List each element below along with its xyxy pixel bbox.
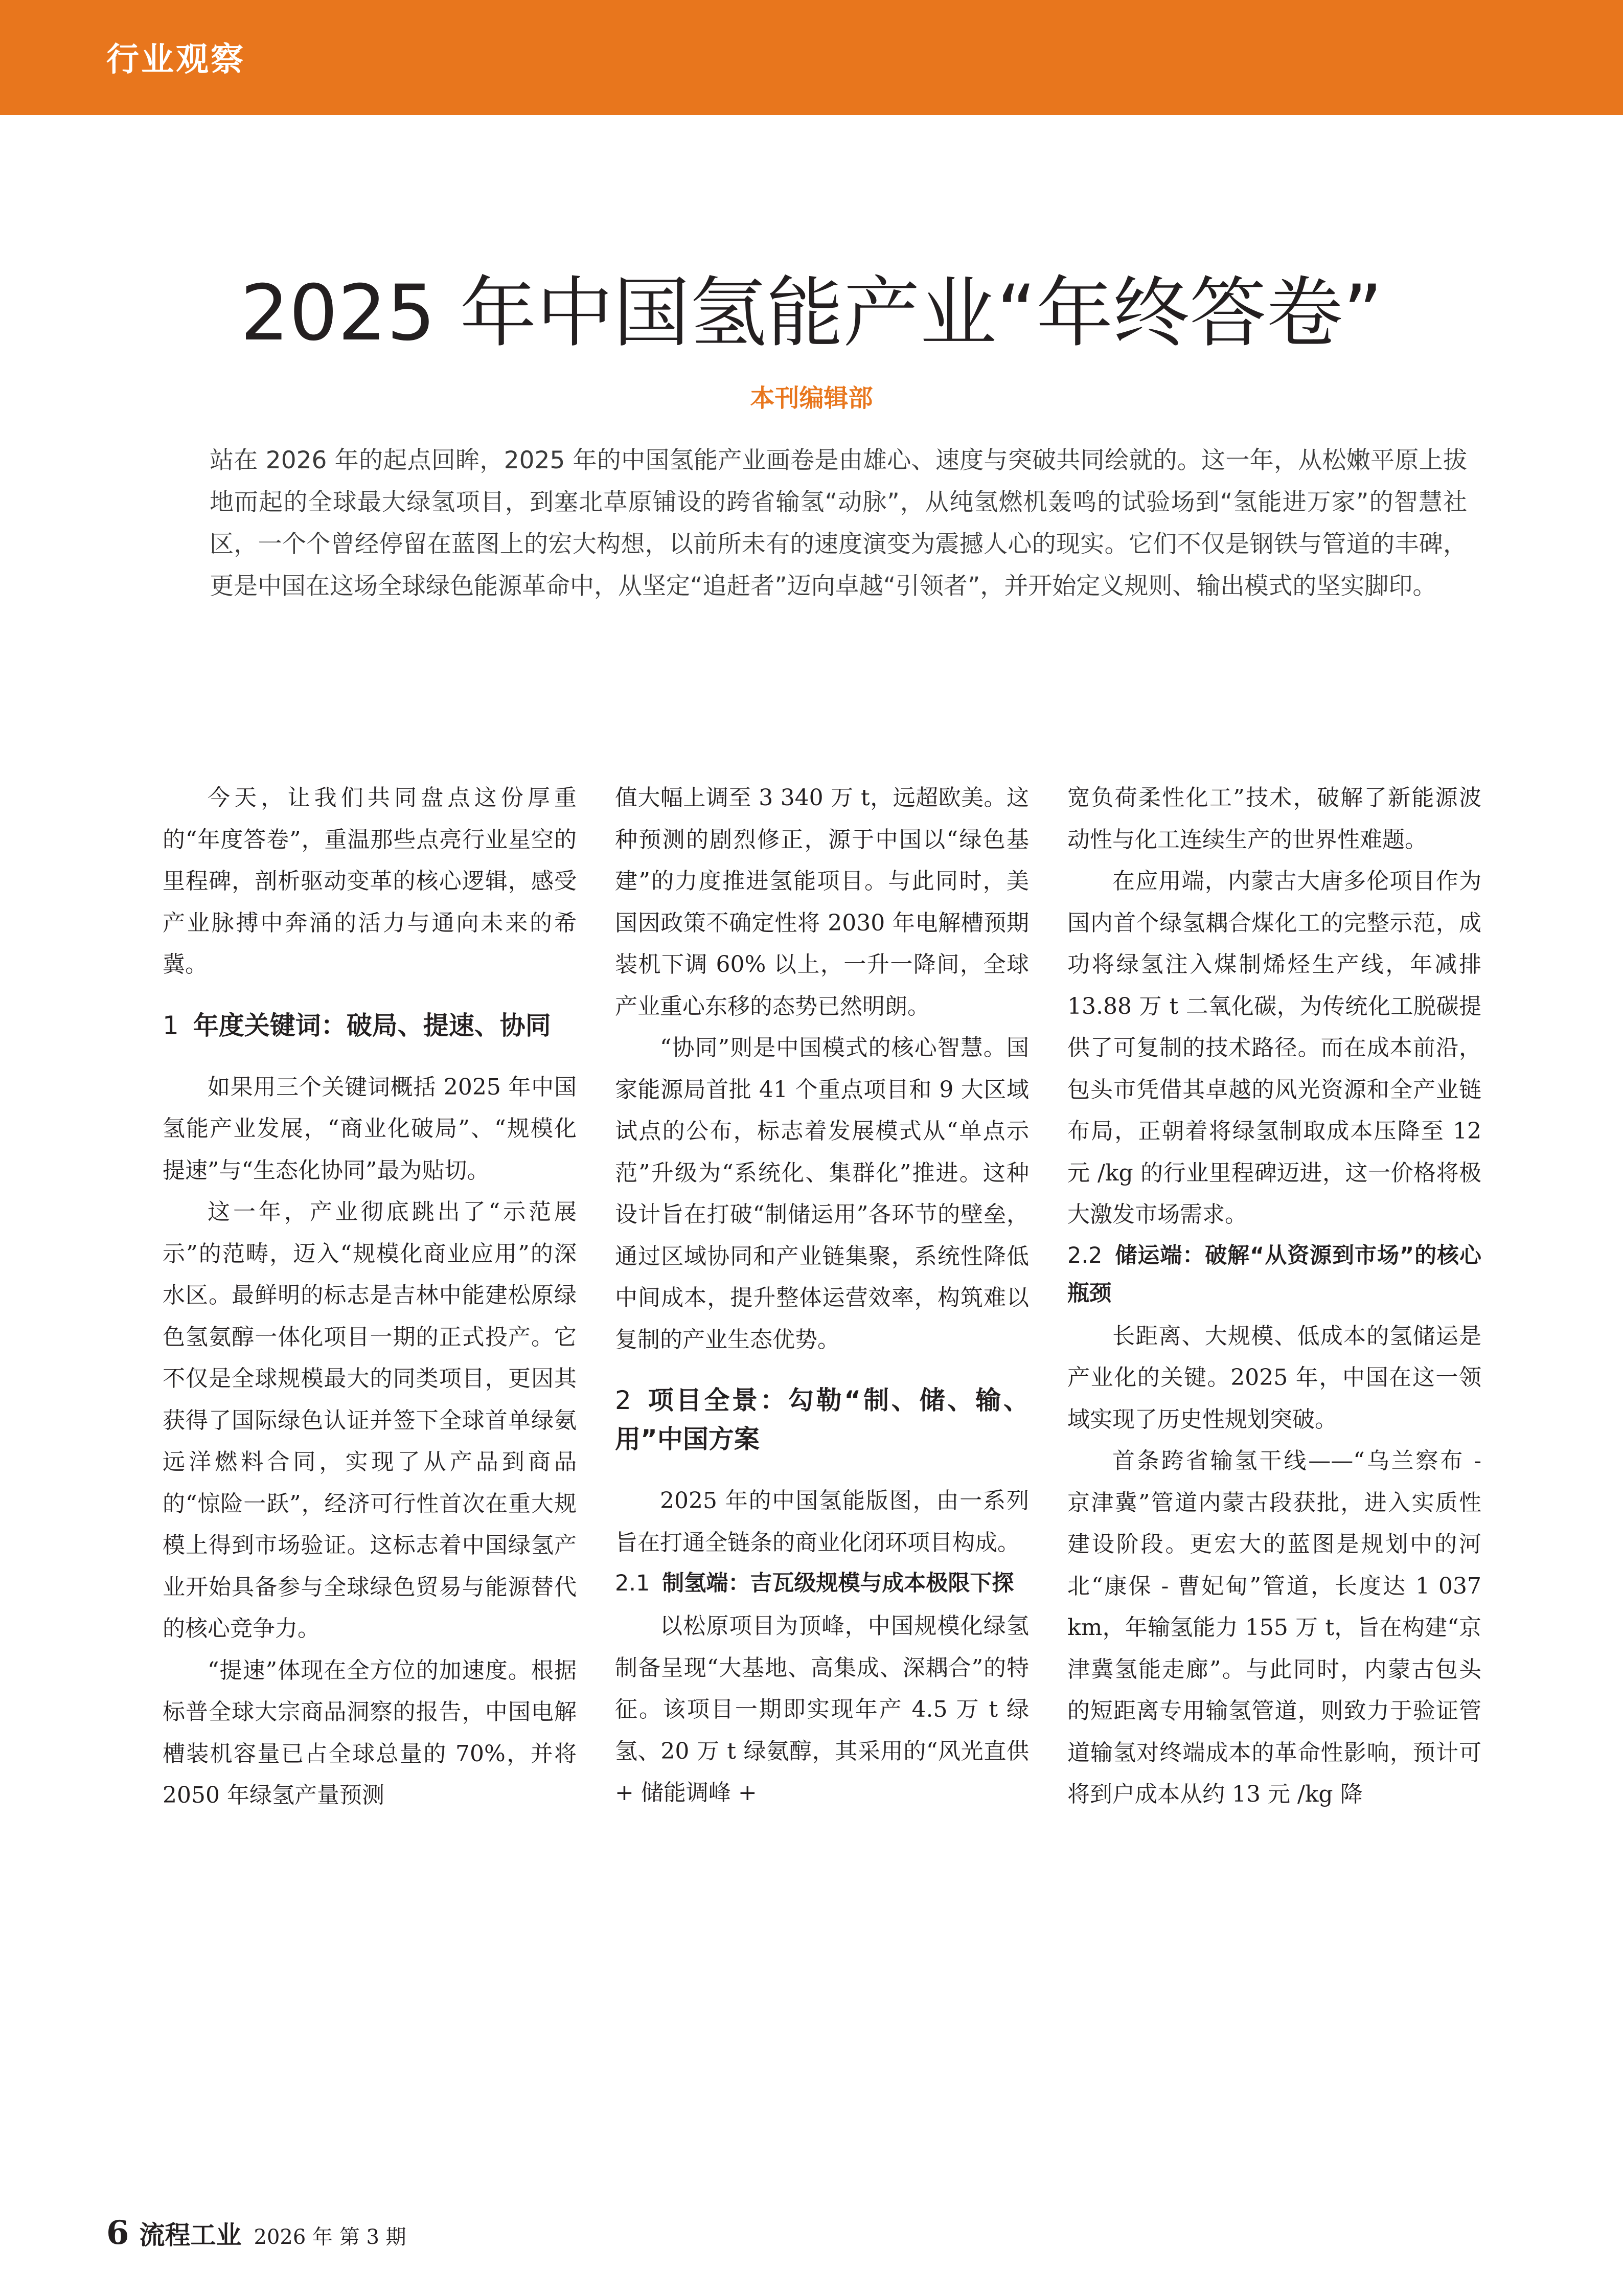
- paragraph: 首条跨省输氢干线——“乌兰察布 - 京津冀”管道内蒙古段获批，进入实质性建设阶段。更宏大的蓝图是规划中的河北“康保 - 曹妃甸”管道，长度达 1 037 km，年输氢能力 155 万 t，旨在构建“京津冀氢能走廊”。与此同时，内蒙古包头的短距离专用输氢管道，则致力于验证管道输氢对终端成本的革命性影响，预计可将到户成本从约 13 元 /kg 降: [1067, 1448, 1481, 1807]
- section-number: 1: [163, 1010, 179, 1040]
- journal-name: 流程工业: [139, 2220, 242, 2250]
- lead-paragraph: 站在 2026 年的起点回眸，2025 年的中国氢能产业画卷是由雄心、速度与突破共同绘就的。这一年，从松嫩平原上拔地而起的全球最大绿氢项目，到塞北草原铺设的跨省输氢“动脉”，从纯氢燃机轰鸣的试验场到“氢能进万家”的智慧社区，一个个曾经停留在蓝图上的宏大构想，以前所未有的速度演变为震撼人心的现实。它们不仅是钢铁与管道的丰碑，更是中国在这场全球绿色能源革命中，从坚定“追赶者”迈向卓越“引领者”，并开始定义规则、输出模式的坚实脚印。: [210, 446, 1467, 600]
- subsection-title: 制氢端：吉瓦级规模与成本极限下探: [662, 1571, 1014, 1596]
- paragraph: “协同”则是中国模式的核心智慧。国家能源局首批 41 个重点项目和 9 大区域试点的公布，标志着发展模式从“单点示范”升级为“系统化、集群化”推进。这种设计旨在打破“制储运用”各环节的壁垒，通过区域协同和产业链集聚，系统性降低中间成本，提升整体运营效率，构筑难以复制的产业生态优势。: [615, 1035, 1029, 1353]
- paragraph: 以松原项目为顶峰，中国规模化绿氢制备呈现“大基地、高集成、深耦合”的特征。该项目一期即实现年产 4.5 万 t 绿氢、20 万 t 绿氨醇，其采用的“风光直供 + 储能调峰 +: [615, 1613, 1029, 1806]
- section-heading-2: [615, 1381, 1029, 1459]
- subsection-number: 2.2: [1067, 1242, 1103, 1268]
- paragraph: “提速”体现在全方位的加速度。根据标普全球大宗商品洞察的报告，中国电解槽装机容量已占全球总量的 70%，并将 2050 年绿氢产量预测: [163, 1657, 577, 1808]
- section-title: 年度关键词：破局、提速、协同: [193, 1010, 551, 1040]
- subsection-heading-2-2: [1067, 1237, 1481, 1312]
- section-heading-1: [163, 1006, 577, 1045]
- article-title: 2025 年中国氢能产业“年终答卷”: [240, 269, 1383, 358]
- paragraph: 在应用端，内蒙古大唐多伦项目作为国内首个绿氢耦合煤化工的完整示范，成功将绿氢注入煤制烯烃生产线，年减排 13.88 万 t 二氧化碳，为传统化工脱碳提供了可复制的技术路径。而在成本前沿，包头市凭借其卓越的风光资源和全产业链布局，正朝着将绿氢制取成本压降至 12 元 /kg 的行业里程碑迈进，这一价格将极大激发市场需求。: [1067, 868, 1481, 1227]
- subsection-title: 储运端：破解“从资源到市场”的核心瓶颈: [1067, 1242, 1481, 1306]
- issue-label: 2026 年 第 3 期: [254, 2225, 406, 2249]
- paragraph: 2025 年的中国氢能版图，由一系列旨在打通全链条的商业化闭环项目构成。: [615, 1488, 1029, 1556]
- column-3: [1067, 777, 1481, 1815]
- section-label: 行业观察: [106, 41, 245, 79]
- page-number: 6: [106, 2214, 129, 2252]
- page-footer: [106, 2214, 406, 2252]
- paragraph-continued: 宽负荷柔性化工”技术，破解了新能源波动性与化工连续生产的世界性难题。: [1067, 785, 1481, 853]
- column-2: [615, 777, 1029, 1814]
- paragraph: 如果用三个关键词概括 2025 年中国氢能产业发展，“商业化破局”、“规模化提速”与“生态化协同”最为贴切。: [163, 1074, 577, 1184]
- paragraph: 长距离、大规模、低成本的氢储运是产业化的关键。2025 年，中国在这一领域实现了历史性规划突破。: [1067, 1323, 1481, 1433]
- column-1: [163, 777, 577, 1816]
- paragraph-continued: 值大幅上调至 3 340 万 t，远超欧美。这种预测的剧烈修正，源于中国以“绿色基建”的力度推进氢能项目。与此同时，美国因政策不确定性将 2030 年电解槽预期装机下调 60% 以上，一升一降间，全球产业重心东移的态势已然明朗。: [615, 785, 1029, 1019]
- section-title: 项目全景：勾勒“制、储、输、用”中国方案: [615, 1385, 1029, 1454]
- paragraph: 今天，让我们共同盘点这份厚重的“年度答卷”，重温那些点亮行业星空的里程碑，剖析驱动变革的核心逻辑，感受产业脉搏中奔涌的活力与通向未来的希冀。: [163, 785, 577, 977]
- section-number: 2: [615, 1385, 631, 1415]
- byline: 本刊编辑部: [750, 384, 873, 413]
- subsection-heading-2-1: [615, 1564, 1029, 1602]
- paragraph: 这一年，产业彻底跳出了“示范展示”的范畴，迈入“规模化商业应用”的深水区。最鲜明的标志是吉林中能建松原绿色氢氨醇一体化项目一期的正式投产。它不仅是全球规模最大的同类项目，更因其获得了国际绿色认证并签下全球首单绿氨远洋燃料合同，实现了从产品到商品的“惊险一跃”，经济可行性首次在重大规模上得到市场验证。这标志着中国绿氢产业开始具备参与全球绿色贸易与能源替代的核心竞争力。: [163, 1199, 577, 1642]
- subsection-number: 2.1: [615, 1571, 650, 1596]
